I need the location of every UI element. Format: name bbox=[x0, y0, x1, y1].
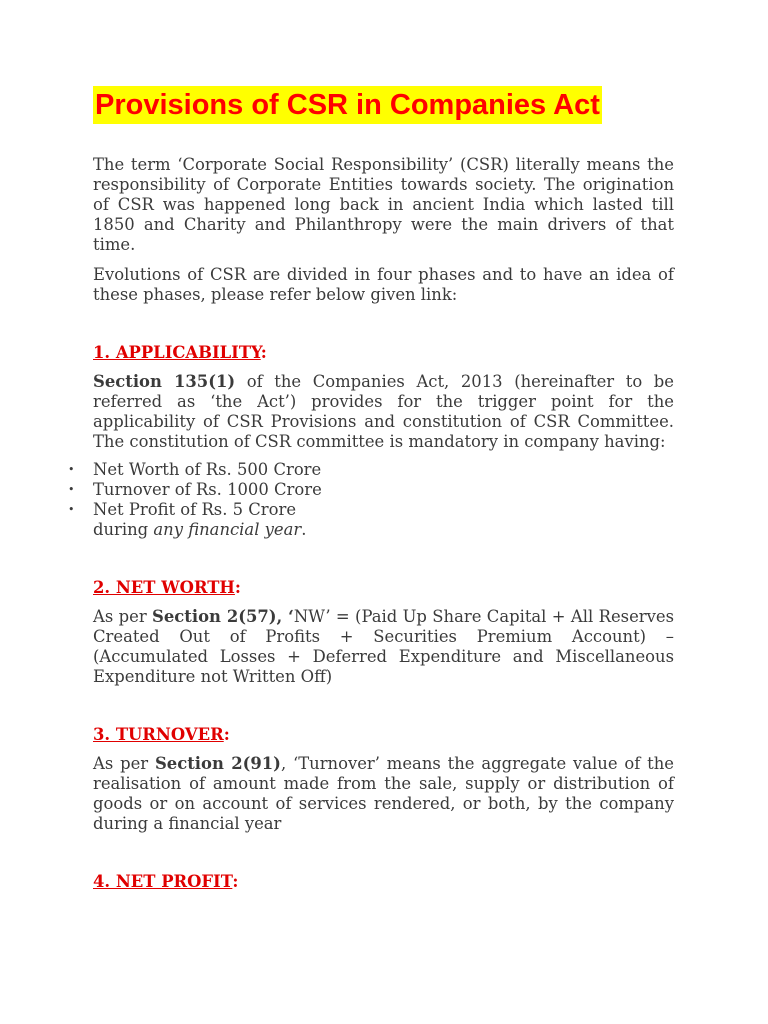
turnover-prefix: As per bbox=[93, 754, 155, 773]
applicability-paragraph bbox=[93, 372, 674, 452]
intro-paragraph-1: The term ‘Corporate Social Responsibility’ (CSR) literally means the responsibility of Corporate Entities towards society. The origination of CSR was happened long back in ancient India which lasted till 1850 and Charity and Philanthropy were the main drivers of that time. bbox=[93, 155, 674, 254]
heading-net-worth bbox=[93, 578, 674, 598]
heading-turnover-colon: : bbox=[223, 725, 230, 744]
turnover-text: , ‘Turnover’ means the aggregate value of the realisation of amount made from the sale, supply or distribution of goods or on account of services rendered, or both, by the company during a financial year bbox=[93, 754, 674, 833]
heading-net-profit-colon: : bbox=[232, 872, 239, 891]
heading-net-profit-label: 4. NET PROFIT bbox=[93, 872, 233, 891]
document-content bbox=[93, 86, 674, 892]
heading-applicability-colon: : bbox=[260, 343, 267, 362]
during-line bbox=[93, 520, 674, 540]
heading-turnover bbox=[93, 725, 674, 745]
net-worth-prefix: As per bbox=[93, 607, 153, 626]
heading-turnover-label: 3. TURNOVER bbox=[93, 725, 224, 744]
turnover-paragraph bbox=[93, 754, 674, 834]
net-worth-paragraph bbox=[93, 607, 674, 687]
list-item: • Net Worth of Rs. 500 Crore bbox=[93, 460, 674, 480]
heading-applicability bbox=[93, 343, 674, 363]
net-worth-sep: , ‘ bbox=[276, 607, 294, 626]
net-worth-text: NW’ = (Paid Up Share Capital + All Reserves Created Out of Profits + Securities Premium Account) – (Accumulated Losses + Deferred Expenditure and Miscellaneous Expenditure not Written Off) bbox=[93, 607, 674, 686]
applicability-criteria-list bbox=[93, 460, 674, 520]
list-item: • Turnover of Rs. 1000 Crore bbox=[93, 480, 674, 500]
during-suffix: . bbox=[301, 520, 307, 539]
during-prefix: during bbox=[93, 520, 154, 539]
section-2-57-ref: Section 2(57) bbox=[152, 607, 277, 626]
section-135-ref: Section 135(1) bbox=[93, 372, 236, 391]
heading-net-worth-label: 2. NET WORTH bbox=[93, 578, 235, 597]
list-item: • Net Profit of Rs. 5 Crore bbox=[93, 500, 674, 520]
section-2-91-ref: Section 2(91) bbox=[154, 754, 281, 773]
intro-paragraph-2: Evolutions of CSR are divided in four phases and to have an idea of these phases, please refer below given link: bbox=[93, 265, 674, 304]
during-emphasis: any financial year bbox=[153, 520, 302, 539]
heading-net-profit bbox=[93, 872, 674, 892]
applicability-text: of the Companies Act, 2013 (hereinafter to be referred as ‘the Act’) provides for the trigger point for the applicability of CSR Provisions and constitution of CSR Committee. The constitution of CSR committee is mandatory in company having: bbox=[93, 372, 674, 451]
heading-applicability-label: 1. APPLICABILITY bbox=[93, 343, 261, 362]
heading-net-worth-colon: : bbox=[234, 578, 241, 597]
page-title: Provisions of CSR in Companies Act bbox=[93, 86, 602, 124]
